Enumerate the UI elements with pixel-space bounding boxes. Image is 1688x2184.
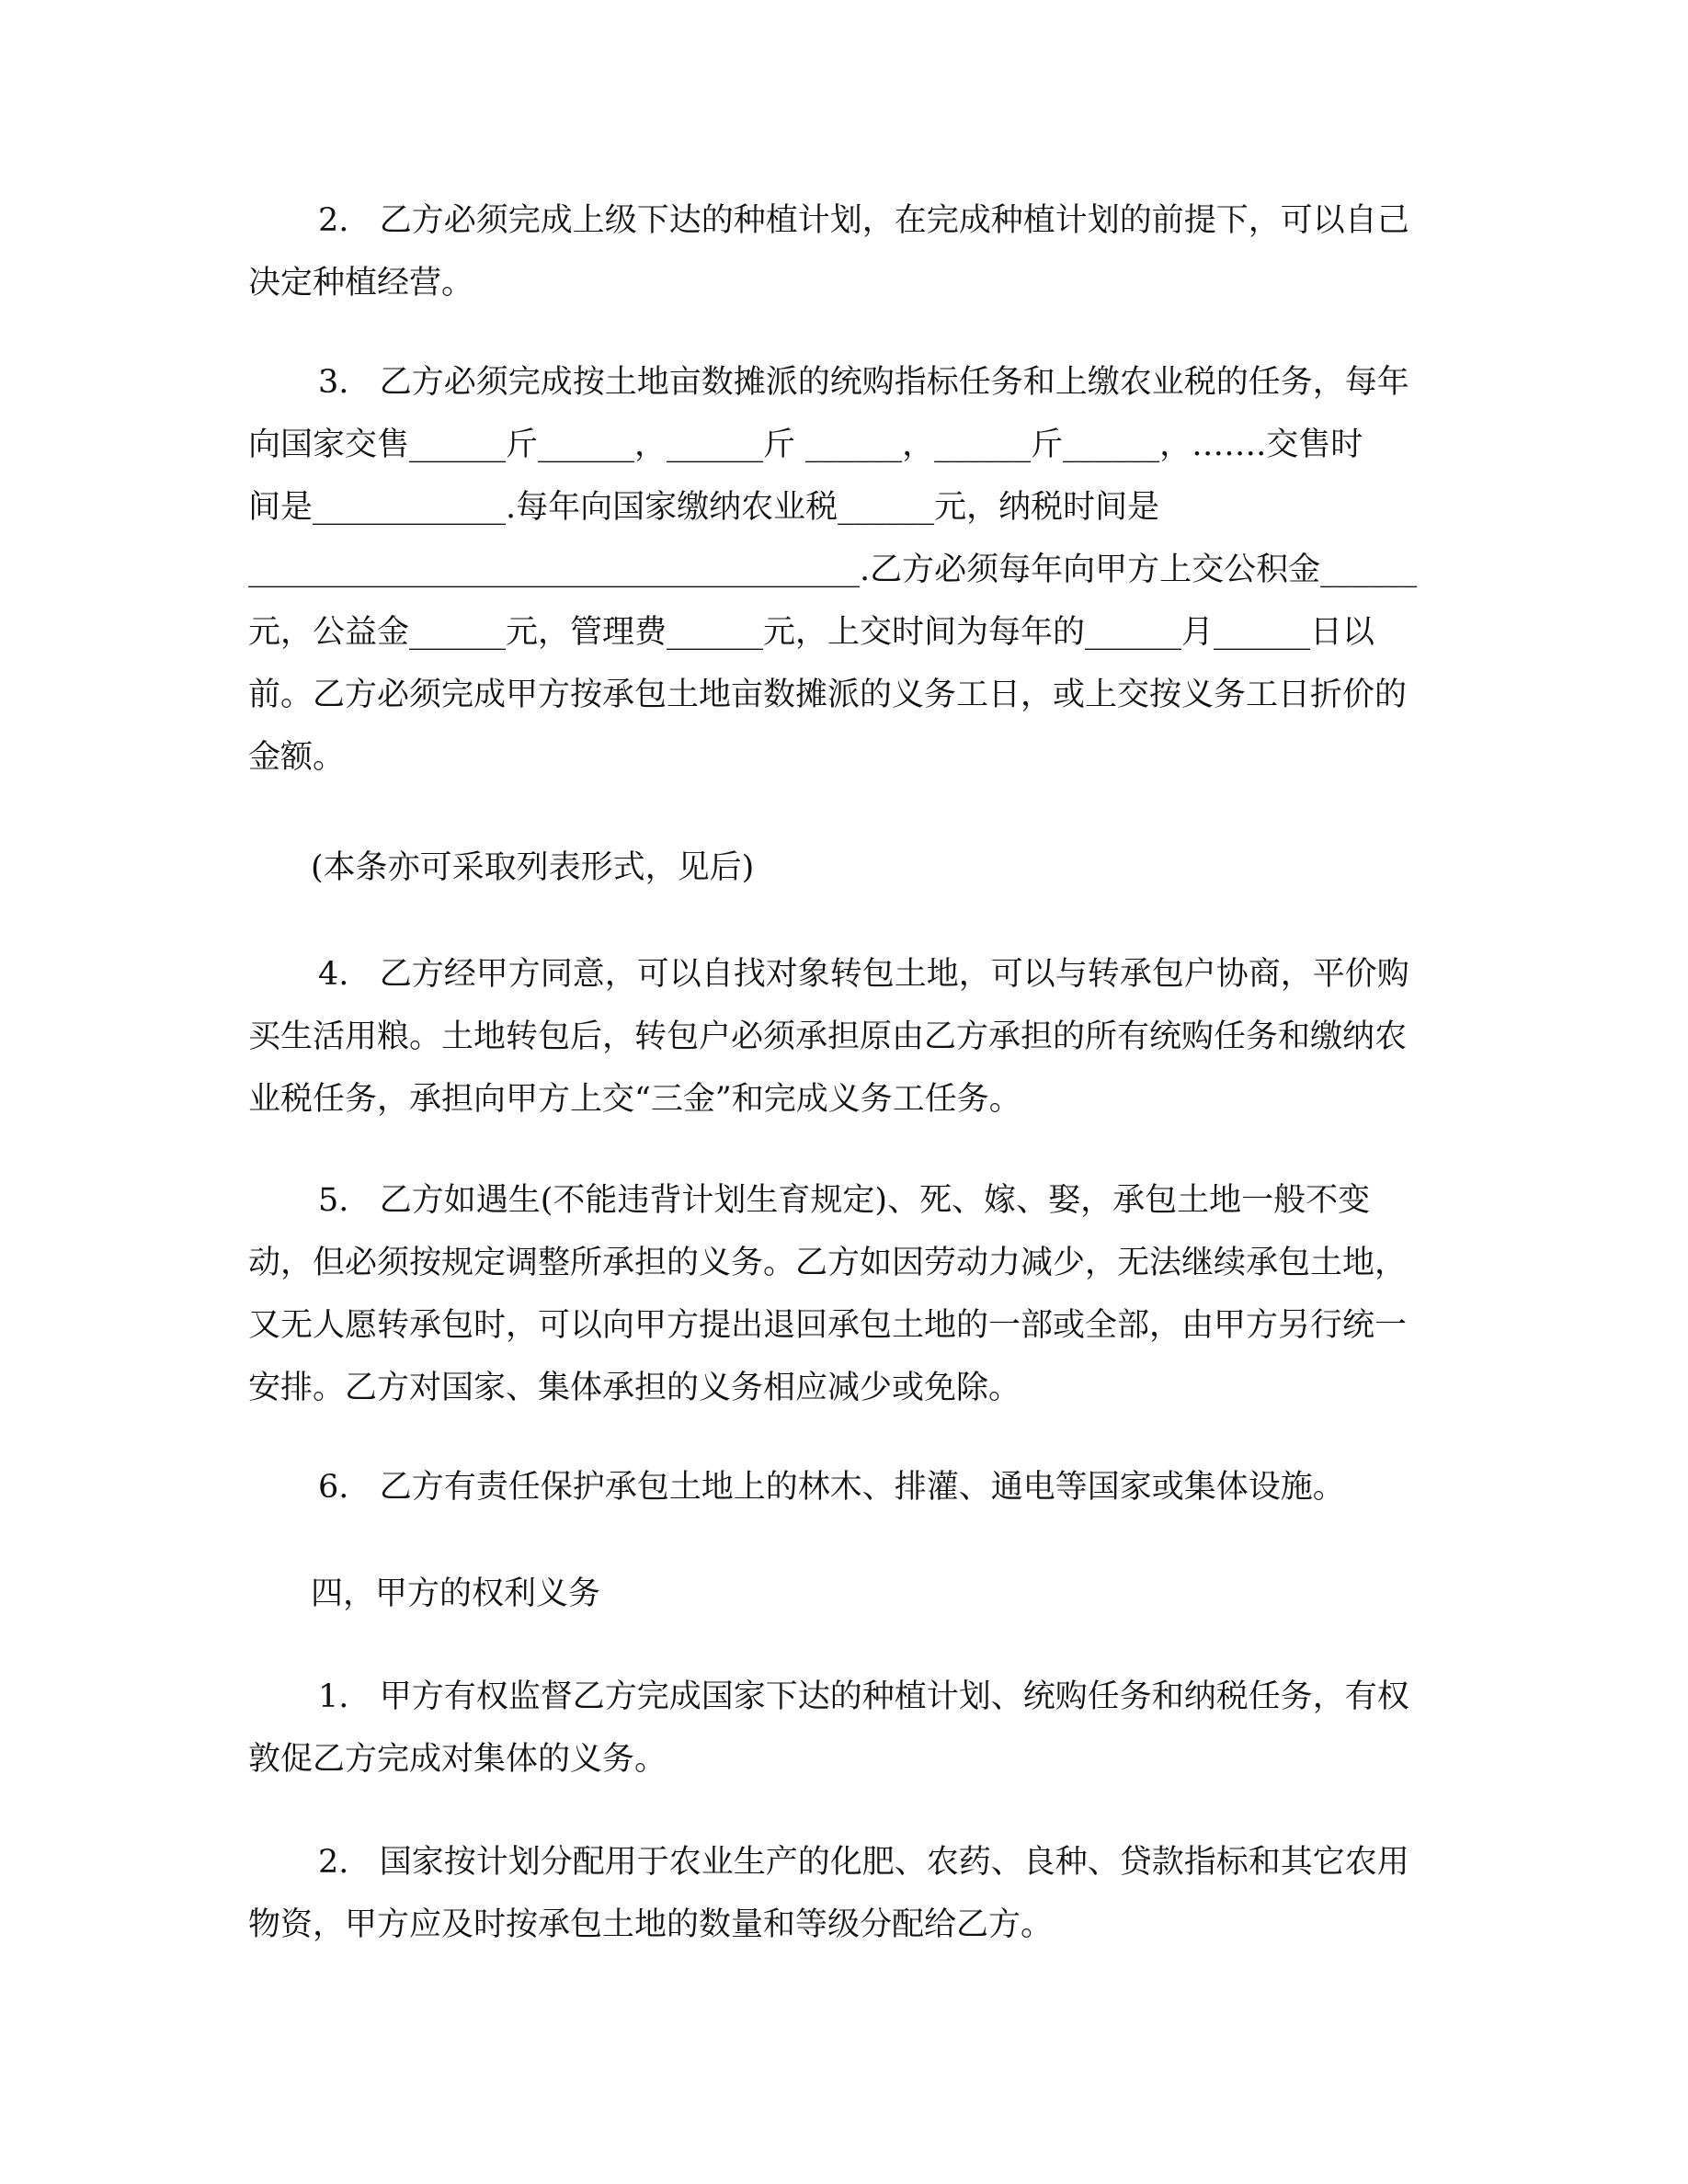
text-line: 又无人愿转承包时，可以向甲方提出退回承包土地的一部或全部，由甲方另行统一 — [248, 1307, 1408, 1344]
text-line: (本条亦可采取列表形式，见后) — [311, 849, 755, 886]
text-line: 金额。 — [248, 739, 346, 776]
text-line: 间是____________.每年向国家缴纳农业税______元，纳税时间是 — [248, 489, 1160, 526]
text-line: 元，公益金______元，管理费______元，上交时间为每年的______月______日以 — [248, 614, 1375, 651]
text-line: 安排。乙方对国家、集体承担的义务相应减少或免除。 — [248, 1370, 1021, 1406]
text-line: 2. 乙方必须完成上级下达的种植计划，在完成种植计划的前提下，可以自己 — [318, 202, 1409, 239]
text-line: 物资，甲方应及时按承包土地的数量和等级分配给乙方。 — [248, 1906, 1054, 1943]
text-line: 敦促乙方完成对集体的义务。 — [248, 1741, 667, 1778]
text-line: 5. 乙方如遇生(不能违背计划生育规定)、死、嫁、娶，承包土地一般不变 — [318, 1182, 1371, 1219]
text-line: 6. 乙方有责任保护承包土地上的林木、排灌、通电等国家或集体设施。 — [318, 1469, 1345, 1506]
text-line: 动，但必须按规定调整所承担的义务。乙方如因劳动力减少，无法继续承包土地， — [248, 1245, 1408, 1281]
text-line: ______________________________________.乙方必须每年向甲方上交公积金______ — [248, 552, 1418, 588]
text-line: 4. 乙方经甲方同意，可以自找对象转包土地，可以与转承包户协商，平价购 — [318, 956, 1409, 993]
text-line: 1. 甲方有权监督乙方完成国家下达的种植计划、统购任务和纳税任务，有权 — [318, 1678, 1409, 1715]
text-line: 向国家交售______斤______，______斤 ______，______斤______，…….交售时 — [248, 427, 1363, 463]
text-line: 2. 国家按计划分配用于农业生产的化肥、农药、良种、贷款指标和其它农用 — [318, 1844, 1409, 1881]
text-line: 前。乙方必须完成甲方按承包土地亩数摊派的义务工日，或上交按义务工日折价的 — [248, 677, 1408, 713]
section-heading: 四，甲方的权利义务 — [311, 1575, 601, 1612]
text-line: 业税任务，承担向甲方上交“三金”和完成义务工任务。 — [248, 1081, 1021, 1118]
text-line: 3. 乙方必须完成按土地亩数摊派的统购指标任务和上缴农业税的任务，每年 — [318, 364, 1409, 401]
text-line: 买生活用粮。土地转包后，转包户必须承担原由乙方承担的所有统购任务和缴纳农 — [248, 1018, 1408, 1055]
text-line: 决定种植经营。 — [248, 265, 474, 301]
